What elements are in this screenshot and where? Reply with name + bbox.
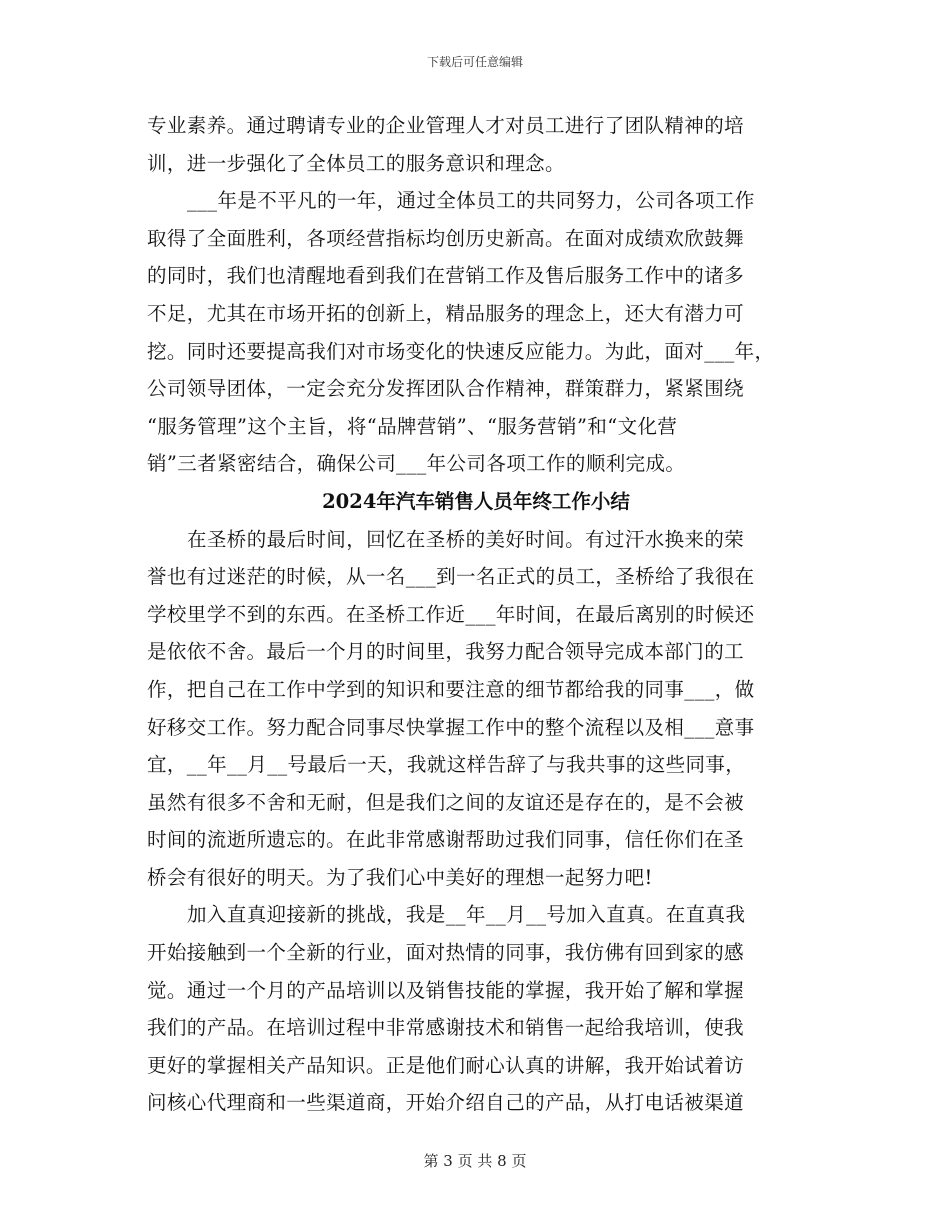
paragraph-line: 誉也有过迷茫的时候，从一名___到一名正式的员工，圣桥给了我很在: [147, 565, 755, 589]
page-header: 下载后可任意编辑: [426, 55, 523, 69]
paragraph-line: 加入直真迎接新的挑战，我是__年__月__号加入直真。在直真我: [187, 903, 746, 927]
paragraph-line: ___年是不平凡的一年，通过全体员工的共同努力，公司各项工作: [187, 189, 755, 213]
page-number: 第 3 页 共 8 页: [423, 1152, 527, 1170]
document-body: [147, 107, 805, 1122]
paragraph-line: 觉。通过一个月的产品培训以及销售技能的掌握，我开始了解和掌握: [147, 978, 745, 1002]
paragraph-line: 销”三者紧密结合，确保公司___年公司各项工作的顺利完成。: [147, 452, 686, 476]
paragraph-line: 是依依不舍。最后一个月的时间里，我努力配合领导完成本部门的工: [147, 640, 745, 664]
paragraph-line: 更好的掌握相关产品知识。正是他们耐心认真的讲解，我开始试着访: [147, 1053, 745, 1077]
paragraph-line: 我们的产品。在培训过程中非常感谢技术和销售一起给我培训，使我: [147, 1016, 745, 1040]
paragraph-line: 虽然有很多不舍和无耐，但是我们之间的友谊还是存在的，是不会被: [147, 790, 745, 814]
paragraph-line: 公司领导团体，一定会充分发挥团队合作精神，群策群力，紧紧围绕: [147, 377, 745, 401]
paragraph-line: 挖。同时还要提高我们对市场变化的快速反应能力。为此，面对___年，: [147, 339, 775, 363]
paragraph-line: 不足，尤其在市场开拓的创新上，精品服务的理念上，还大有潜力可: [147, 301, 745, 325]
paragraph-line: 训，进一步强化了全体员工的服务意识和理念。: [147, 151, 565, 175]
paragraph-line: 作，把自己在工作中学到的知识和要注意的细节都给我的同事___，做: [147, 677, 755, 701]
paragraph-line: “服务管理”这个主旨，将“品牌营销”、“服务营销”和“文化营: [147, 414, 678, 438]
paragraph-line: 宜，__年__月__号最后一天，我就这样告辞了与我共事的这些同事，: [147, 753, 746, 777]
paragraph-line: 学校里学不到的东西。在圣桥工作近___年时间，在最后离别的时候还: [147, 602, 755, 626]
paragraph-line: 在圣桥的最后时间，回忆在圣桥的美好时间。有过汗水换来的荣: [187, 527, 745, 551]
paragraph-line: 取得了全面胜利，各项经营指标均创历史新高。在面对成绩欢欣鼓舞: [147, 226, 745, 250]
paragraph-line: 专业素养。通过聘请专业的企业管理人才对员工进行了团队精神的培: [147, 114, 745, 137]
paragraph-line: 开始接触到一个全新的行业，面对热情的同事，我仿佛有回到家的感: [147, 941, 745, 965]
paragraph-line: 的同时，我们也清醒地看到我们在营销工作及售后服务工作中的诸多: [147, 264, 745, 288]
paragraph-line: 好移交工作。努力配合同事尽快掌握工作中的整个流程以及相___意事: [147, 715, 755, 739]
paragraph-line: 桥会有很好的明天。为了我们心中美好的理想一起努力吧!: [147, 865, 653, 889]
paragraph-line: 时间的流逝所遗忘的。在此非常感谢帮助过我们同事，信任你们在圣: [147, 828, 745, 852]
section-title: 2024年汽车销售人员年终工作小结: [322, 489, 630, 513]
paragraph-line: 问核心代理商和一些渠道商，开始介绍自己的产品，从打电话被渠道: [147, 1091, 745, 1115]
